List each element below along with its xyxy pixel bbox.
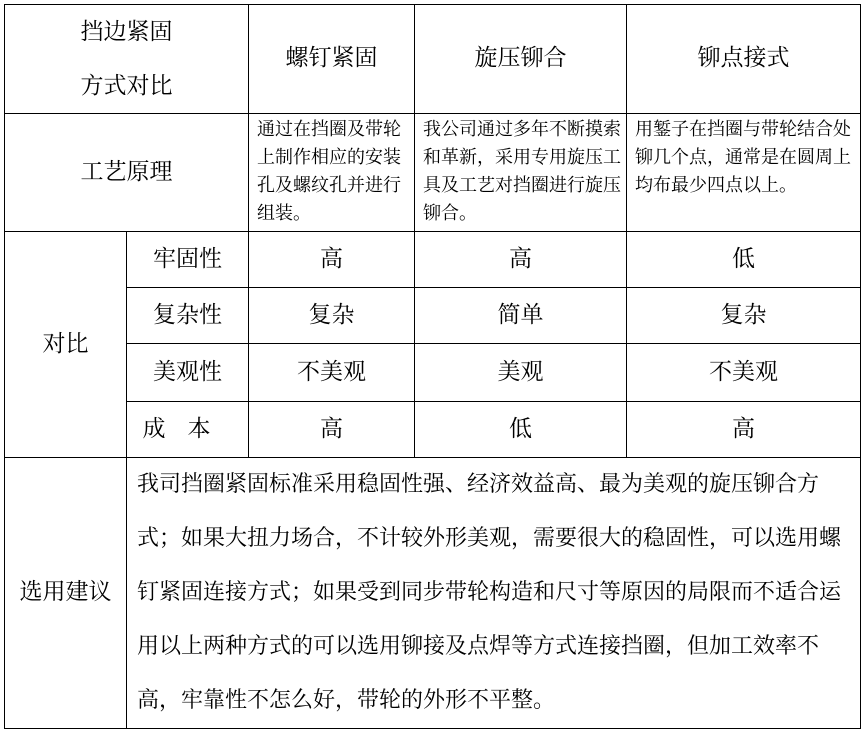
value-cell: 复杂 [627,288,861,344]
value-cell: 高 [627,402,861,458]
header-corner-cell [5,5,249,114]
method-header-spin-riveting: 旋压铆合 [415,5,627,114]
criterion-label: 牢固性 [127,232,249,288]
comparison-row [5,402,861,458]
value-cell: 低 [627,232,861,288]
header-corner-line1: 挡边紧固 [80,19,173,45]
method-header-point-riveting: 铆点接式 [627,5,861,114]
comparison-label: 对比 [5,232,127,458]
criterion-label: 复杂性 [127,288,249,344]
criterion-label: 美观性 [127,344,249,402]
principle-row [5,114,861,232]
principle-text-point-riveting: 用錾子在挡圈与带轮结合处铆几个点，通常是在圆周上均布最少四点以上。 [627,114,861,232]
header-row [5,5,861,114]
value-cell: 不美观 [627,344,861,402]
advice-row [5,458,861,729]
value-cell: 美观 [415,344,627,402]
criterion-label: 成本 [127,402,249,458]
principle-text-spin-riveting: 我公司通过多年不断摸索和革新，采用专用旋压工具及工艺对挡圈进行旋压铆合。 [415,114,627,232]
header-corner-line2: 方式对比 [80,73,173,99]
value-cell: 高 [249,402,415,458]
method-header-screw: 螺钉紧固 [249,5,415,114]
comparison-row [5,288,861,344]
value-cell: 低 [415,402,627,458]
comparison-row [5,232,861,288]
advice-text: 我司挡圈紧固标准采用稳固性强、经济效益高、最为美观的旋压铆合方式；如果大扭力场合，不计较外形美观，需要很大的稳固性，可以选用螺钉紧固连接方式；如果受到同步带轮构造和尺寸等原因的局限而不适合运用以上两种方式的可以选用铆接及点焊等方式连接挡圈，但加工效率不高，牢靠性不怎么好，带轮的外形不平整。 [127,458,861,729]
value-cell: 不美观 [249,344,415,402]
value-cell: 高 [415,232,627,288]
value-cell: 高 [249,232,415,288]
value-cell: 简单 [415,288,627,344]
comparison-table [4,4,861,729]
advice-label: 选用建议 [5,458,127,729]
principle-label: 工艺原理 [5,114,249,232]
comparison-row [5,344,861,402]
value-cell: 复杂 [249,288,415,344]
principle-text-screw: 通过在挡圈及带轮上制作相应的安装孔及螺纹孔并进行组装。 [249,114,415,232]
